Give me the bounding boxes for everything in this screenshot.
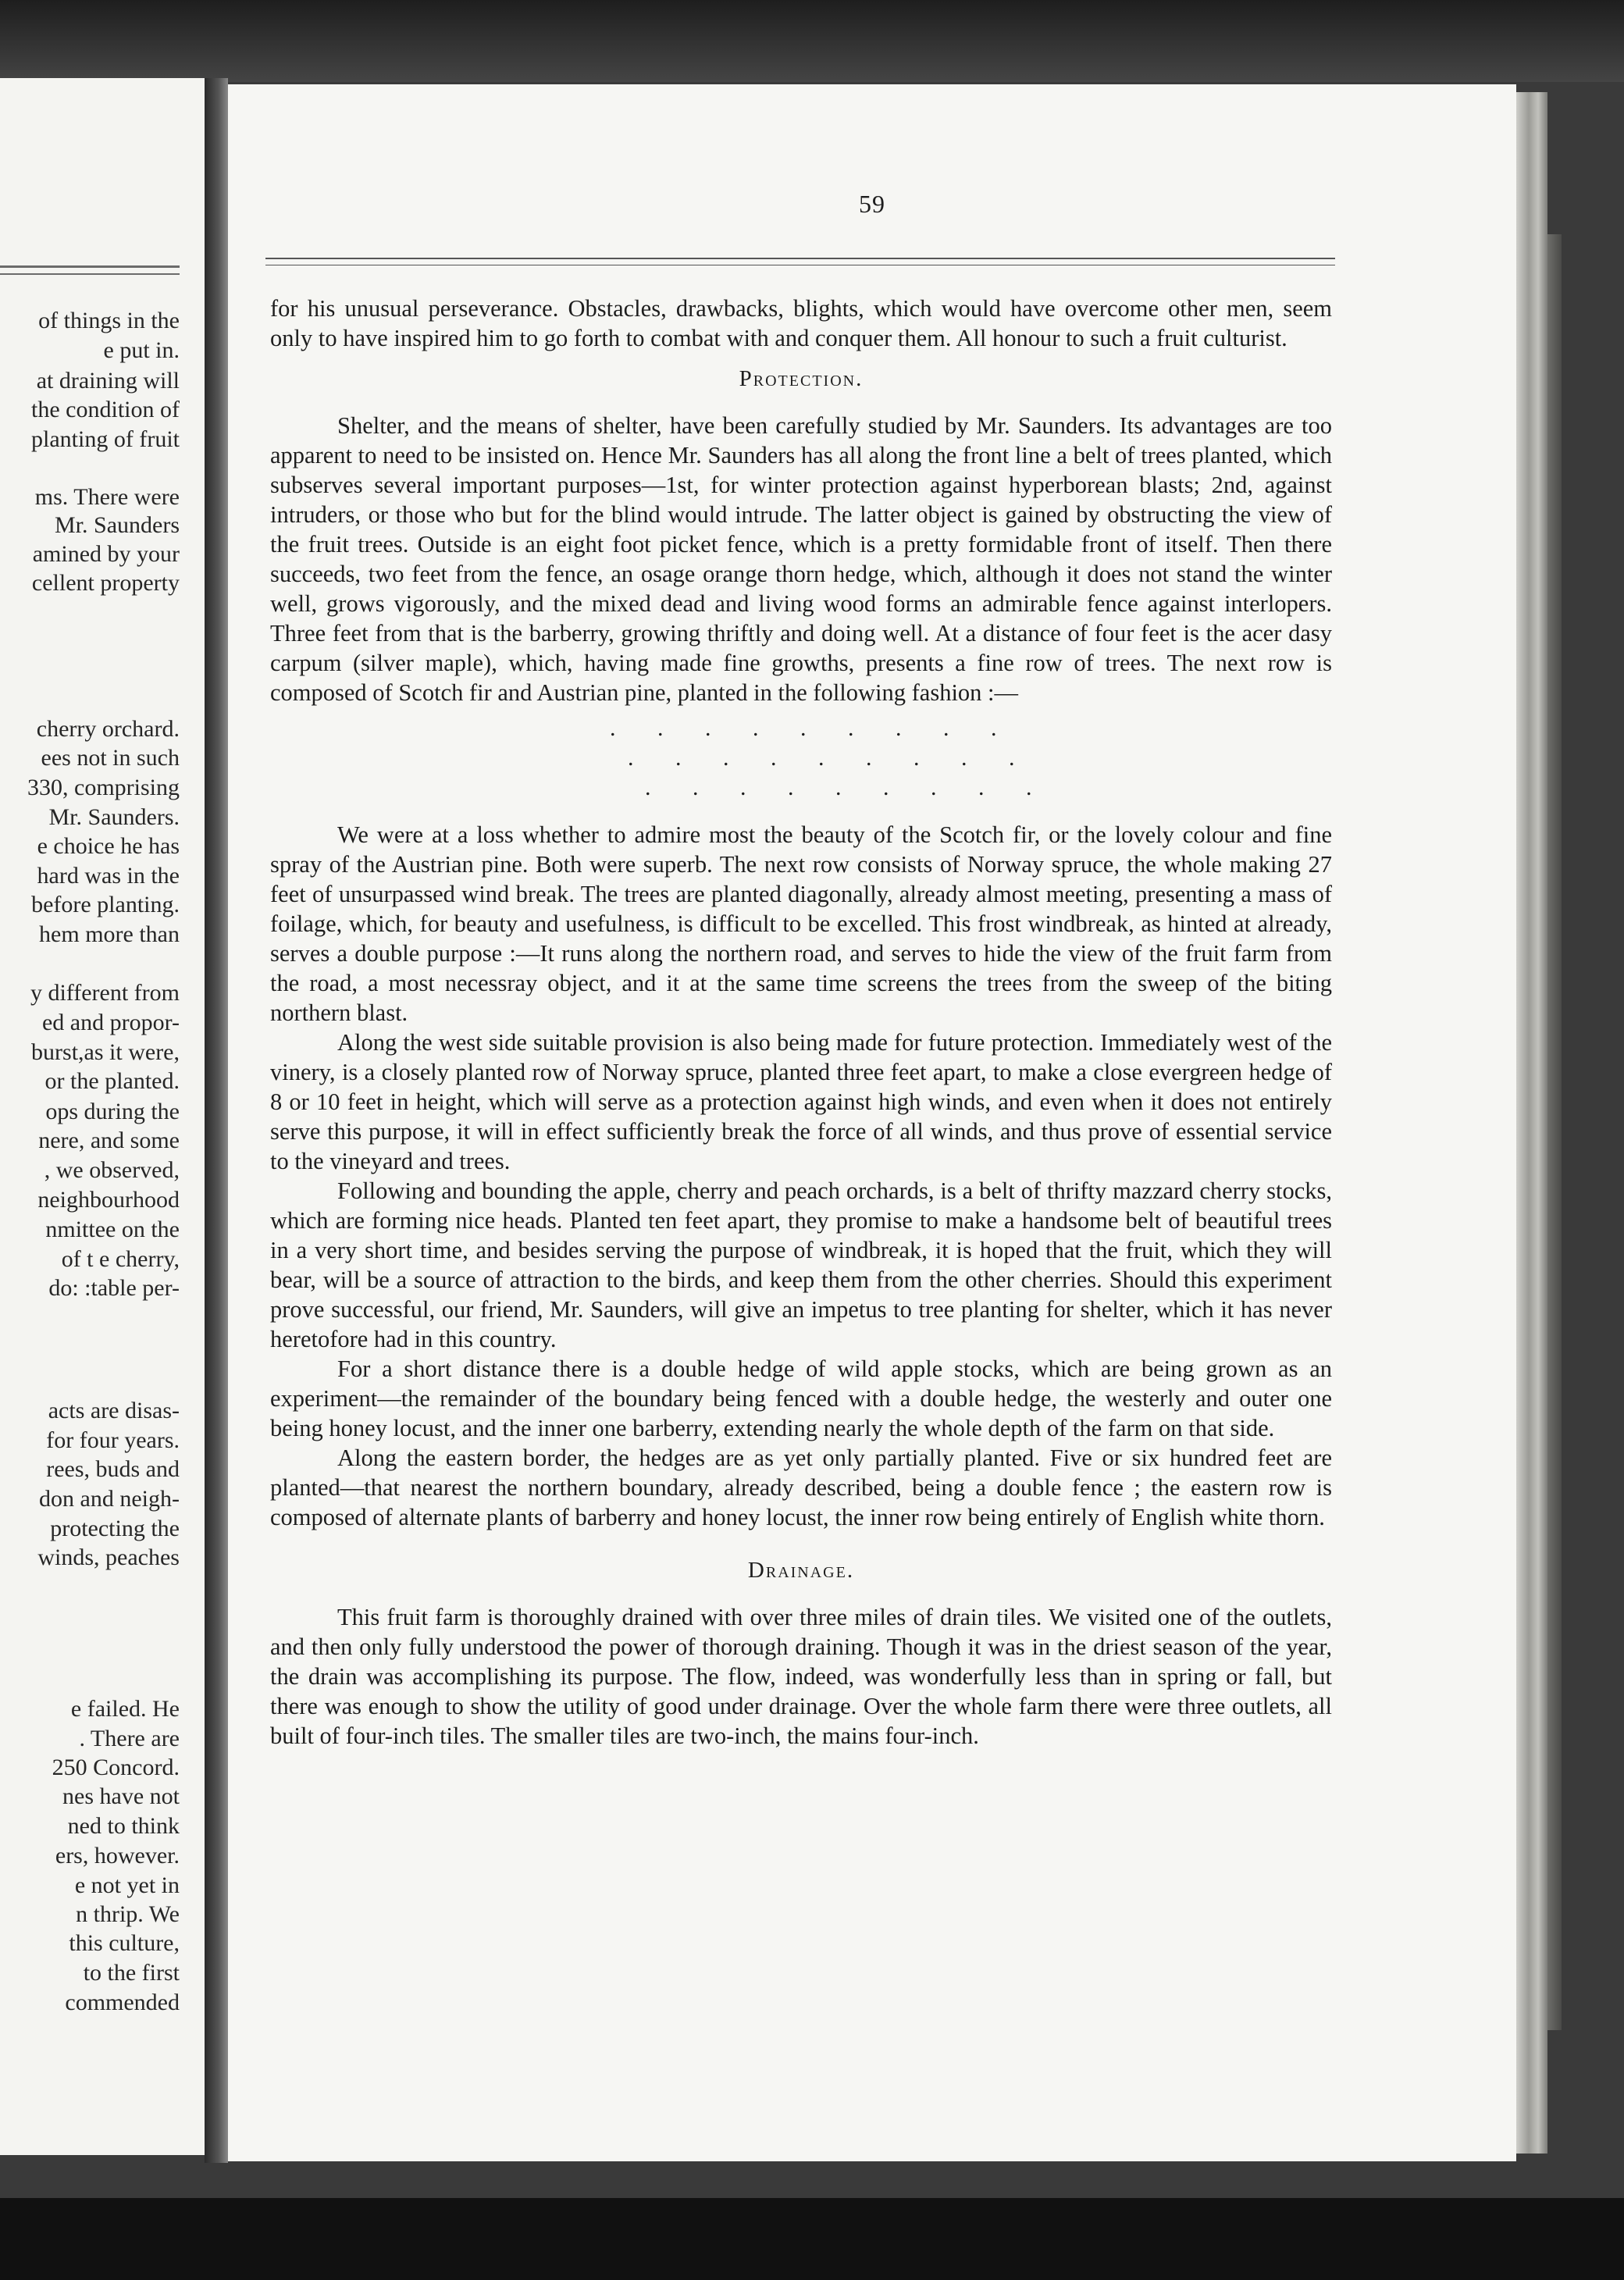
left-page-line: before planting. [31, 892, 180, 917]
left-page-line: to the first [83, 1960, 180, 1986]
paragraph: This fruit farm is thoroughly drained with over three miles of drain tiles. We visited one of the outlets, and then only fully understood the power of thorough draining. Though it was in the driest season of the year, the drain was accomplishing its purpose. The flow, indeed, was wonderfully less than in spring or fall, but there was enough to show the utility of good under drainage. Over the whole farm there were three outlets, all built of four-inch tiles. The smaller tiles are two-inch, the mains four-inch. [270, 1604, 1332, 1749]
left-page-line: ers, however. [55, 1843, 180, 1869]
paragraph: Along the eastern border, the hedges are as yet only partially planted. Five or six hundred feet are planted—that nearest the northern boundary, already described, being a double fence ; the eastern row is composed of alternate plants of barberry and honey locust, the inner row being entirely of English white thorn. [270, 1445, 1332, 1530]
left-page-line: 330, comprising [27, 775, 180, 800]
page-body [270, 294, 1332, 1751]
left-page-line: rees, buds and [46, 1456, 180, 1482]
scan-background-top [0, 0, 1624, 82]
left-page-line: amined by your [32, 541, 180, 567]
left-page-rule [0, 273, 180, 275]
left-page-line: or the planted. [45, 1068, 180, 1094]
paragraph: for his unusual perseverance. Obstacles, drawbacks, blights, which would have overcome other men, seem only to have inspired him to go forth to combat with and conquer them. All honour to such a fruit culturist. [270, 295, 1332, 351]
header-rule [265, 258, 1335, 259]
left-page-line: e put in. [103, 337, 180, 363]
left-page-line: cellent property [31, 570, 180, 596]
left-page-line: ops during the [45, 1099, 180, 1124]
left-page-line: winds, peaches [37, 1544, 180, 1570]
left-page-line: e failed. He [70, 1696, 180, 1722]
paragraph: Following and bounding the apple, cherry and peach orchards, is a belt of thrifty mazzard cherry stocks, which are forming nice heads. Planted ten feet apart, they promise to make a handsome belt of beautiful trees in a very short time, and besides serving the purpose of windbreak, it is hoped that the fruit, which they will bear, will be a source of attraction to the birds, and keep them from the other cherries. Should this experiment prove successful, our friend, Mr. Saunders, will give an impetus to tree planting for shelter, which it has never heretofore had in this country. [270, 1177, 1332, 1352]
book-gutter [205, 78, 228, 2163]
left-page-line: don and neigh- [39, 1486, 180, 1512]
left-page-line: neighbourhood [37, 1187, 180, 1213]
paragraph: Along the west side suitable provision is also being made for future protection. Immediately west of the vinery, is a closely planted row of Norway spruce, planted three feet apart, to make a close evergreen hedge of 8 or 10 feet in height, which will serve as a protection against high winds, and even when it does not entirely serve this purpose, it will in effect sufficiently break the force of all winds, and thus prove of essential service to the vineyard and trees. [270, 1029, 1332, 1174]
left-page-line: ed and propor- [41, 1010, 180, 1035]
left-page-line: protecting the [50, 1516, 180, 1541]
left-page-line: nes have not [62, 1783, 180, 1809]
left-page-line: at draining will [36, 368, 180, 394]
left-page-line: nere, and some [38, 1128, 180, 1153]
planting-pattern-row: . . . . . . . . . [610, 715, 1015, 741]
section-heading-protection: Protection. [739, 366, 864, 391]
left-page-line: of t e cherry, [61, 1246, 180, 1272]
left-page-line: ees not in such [41, 745, 180, 771]
left-page-line: the condition of [31, 397, 180, 422]
scan-background-bottom [0, 2198, 1624, 2280]
left-page-line: e choice he has [37, 833, 180, 859]
page-number: 59 [859, 190, 885, 218]
left-page-line: Mr. Saunders. [48, 804, 180, 830]
left-page-line: 250 Concord. [52, 1755, 180, 1780]
left-page-line: do: :table per- [48, 1275, 180, 1301]
left-page-line: planting of fruit [31, 426, 180, 452]
left-page [0, 78, 205, 2155]
left-page-line: for four years. [46, 1427, 180, 1453]
section-heading-drainage: Drainage. [747, 1558, 855, 1583]
left-page-line: burst,as it were, [31, 1039, 180, 1065]
right-page [228, 84, 1516, 2161]
paragraph: We were at a loss whether to admire most the beauty of the Scotch fir, or the lovely colour and fine spray of the Austrian pine. Both were superb. The next row consists of Norway spruce, the whole making 27 feet of unsurpassed wind break. The trees are planted diagonally, already almost meeting, presenting a mass of foilage, which, for beauty and usefulness, is difficult to be excelled. This frost windbreak, as hinted at already, serves a double purpose :—It runs along the northern road, and serves to hide the view of the fruit farm from the road, a most necessray object, and it at the same time screens the trees from the sweep of the biting northern blast. [270, 821, 1332, 1026]
left-page-line: e not yet in [74, 1872, 180, 1898]
left-page-line: commended [65, 1990, 180, 2015]
left-page-line: of things in the [38, 308, 180, 333]
left-page-line: hem more than [39, 921, 180, 947]
page-block-edge [1516, 92, 1547, 2154]
left-page-line: this culture, [69, 1930, 180, 1956]
page-block-edge [1547, 234, 1562, 2030]
left-page-line: n thrip. We [76, 1901, 180, 1927]
planting-pattern-row: . . . . . . . . . [628, 745, 1033, 771]
left-page-line: , we observed, [44, 1157, 180, 1183]
paragraph: Shelter, and the means of shelter, have been carefully studied by Mr. Saunders. Its advantages are too apparent to need to be insisted on. Hence Mr. Saunders has all along the front line a belt of trees planted, which subserves several important purposes—1st, for winter protection against hyperborean blasts; 2nd, against intruders, or those who but for the blind would intrude. The latter object is gained by obstructing the view of the fruit trees. Outside is an eight foot picket fence, which is a pretty formidable front of itself. Then there succeeds, two feet from the fence, an osage orange thorn hedge, which, although it does not stand the winter well, grows vigorously, and the mixed dead and living wood forms an admirable fence against interlopers. Three feet from that is the barberry, growing thriftly and doing well. At a distance of four feet is the acer dasy carpum (silver maple), which, having made fine growths, presents a fine row of trees. The next row is composed of Scotch fir and Austrian pine, planted in the following fashion :— [270, 412, 1332, 706]
left-page-line: Mr. Saunders [55, 512, 180, 538]
left-page-line: acts are disas- [48, 1398, 180, 1423]
left-page-line: ms. There were [34, 484, 180, 510]
left-page-rule [0, 265, 180, 268]
left-page-line: ned to think [67, 1813, 180, 1839]
left-page-line: y different from [30, 980, 180, 1006]
planting-pattern-row: . . . . . . . . . [645, 775, 1050, 800]
left-page-line: nmittee on the [45, 1217, 180, 1242]
left-page-line: . There are [79, 1726, 180, 1751]
paragraph: For a short distance there is a double hedge of wild apple stocks, which are being grown as an experiment—the remainder of the boundary being fenced with a double hedge, the westerly and outer one being honey locust, and the inner one barberry, extending nearly the whole depth of the farm on that side. [270, 1356, 1332, 1441]
left-page-line: cherry orchard. [36, 716, 180, 742]
left-page-line: hard was in the [37, 863, 180, 889]
